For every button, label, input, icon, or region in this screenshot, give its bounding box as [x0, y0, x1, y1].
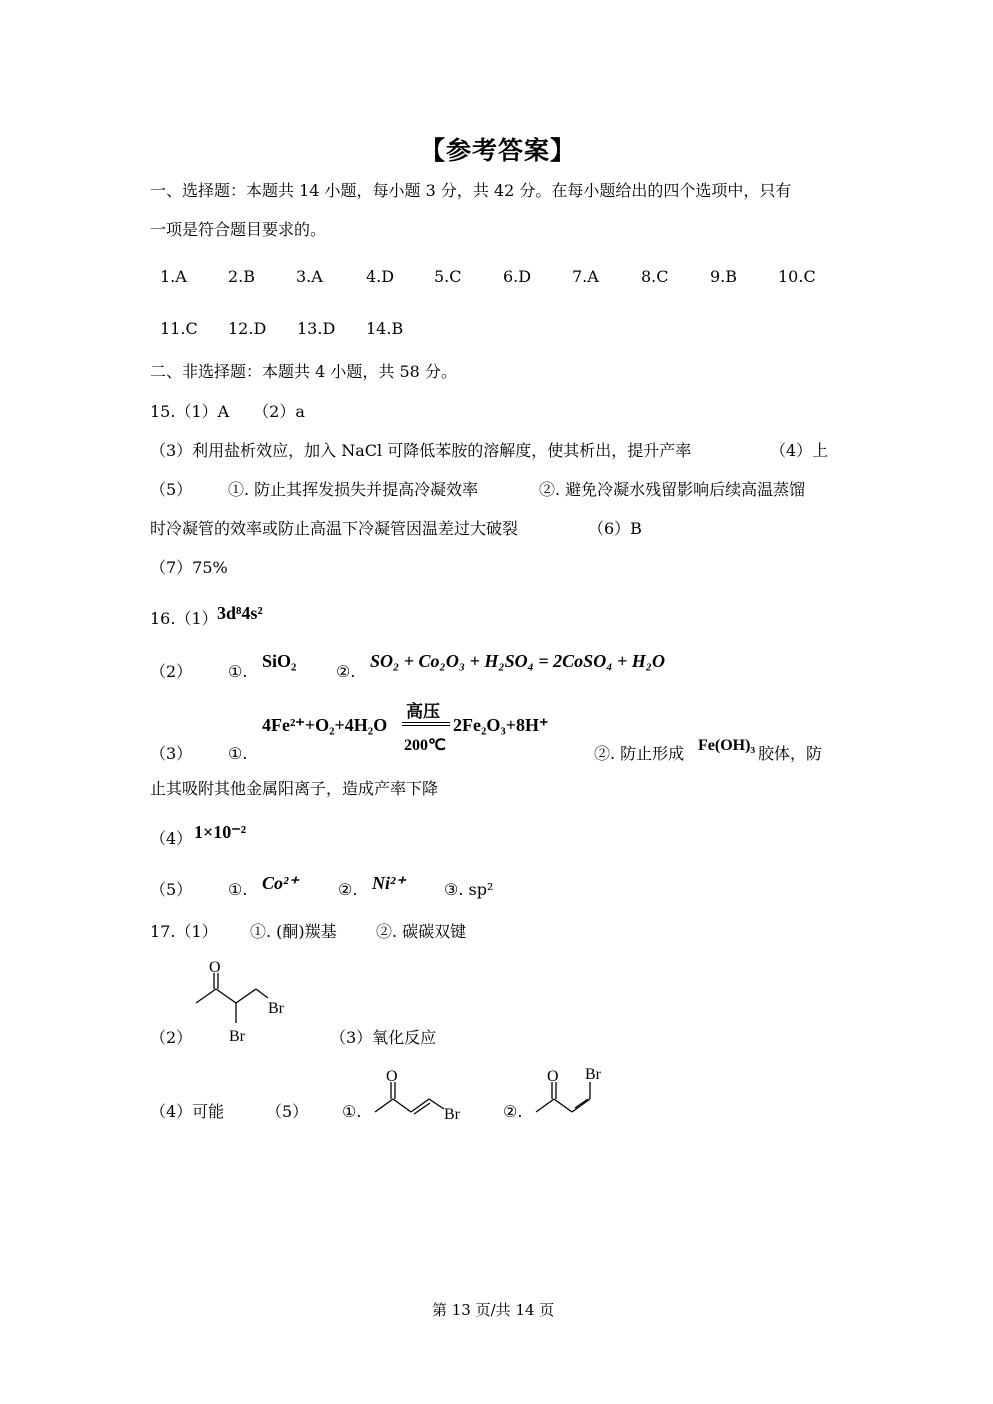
q17-structure-2: [190, 955, 300, 1050]
atom-o: O: [547, 1068, 559, 1085]
answer-item: 10.C: [778, 267, 816, 286]
q16-line3-right-a: ②. 防止形成: [594, 744, 685, 763]
atom-br: Br: [268, 1000, 284, 1017]
q17-ans1a: ①. (酮)羰基: [250, 922, 337, 941]
answer-item: 9.B: [710, 267, 738, 286]
q15-line3-label: （5）: [150, 480, 193, 499]
atom-o: O: [386, 1068, 398, 1085]
atom-o: O: [209, 959, 221, 976]
q17-label2: （2）: [150, 1028, 193, 1047]
q16-mark1: ①.: [228, 662, 248, 681]
q15-line5: （7）75%: [150, 558, 228, 577]
q15-line4: 时冷凝管的效率或防止高温下冷凝管因温差过大破裂: [150, 519, 519, 538]
q16-line3b: 止其吸附其他金属阳离子，造成产率下降: [150, 779, 439, 798]
q16-ni-ion: Ni²⁺: [372, 873, 405, 893]
answer-item: 2.B: [228, 267, 256, 286]
q15-line2: （3）利用盐析效应，加入 NaCl 可降低苯胺的溶解度，使其析出，提升产率: [150, 441, 692, 460]
answer-item: 14.B: [366, 319, 404, 338]
answer-item: 8.C: [641, 267, 669, 286]
atom-br: Br: [444, 1106, 460, 1122]
q17-label1: 17.（1）: [150, 922, 218, 941]
q17-mark5b: ②.: [503, 1102, 523, 1121]
q17-structure-trans: [372, 1062, 477, 1122]
q16-ans4: 1×10⁻²: [194, 822, 247, 842]
answer-item: 5.C: [434, 267, 462, 286]
q16-mark5a: ①.: [228, 880, 248, 899]
q16-mark5b: ②.: [338, 880, 358, 899]
answer-item: 3.A: [296, 267, 323, 286]
q16-co-ion: Co²⁺: [262, 873, 298, 893]
q16-line3-right-b: 胶体，防: [758, 744, 823, 763]
section2-heading: 二、非选择题：本题共 4 小题，共 58 分。: [150, 362, 457, 381]
q16-equation2: SO₂ + Co₂O₃ + H₂SO₄ = 2CoSO₄ + H₂O: [370, 651, 665, 671]
q17-structure-cis: [533, 1062, 613, 1122]
q16-eq3-left: 4Fe²⁺+O₂+4H₂O: [262, 715, 388, 735]
q16-electron-config: 3d⁸4s²: [217, 603, 263, 623]
answer-item: 12.D: [228, 319, 267, 338]
q16-sio2: SiO₂: [262, 651, 297, 671]
answer-item: 11.C: [160, 319, 198, 338]
page-number: 第 13 页/共 14 页: [432, 1301, 555, 1319]
q16-mark3: ①.: [228, 744, 248, 763]
section1-intro-line1: 一、选择题：本题共 14 小题，每小题 3 分，共 42 分。在每小题给出的四个选项中，只有: [150, 181, 792, 200]
page-title: 【参考答案】: [420, 136, 577, 165]
q15-line3-ans2: ②. 避免冷凝水残留影响后续高温蒸馏: [539, 480, 806, 499]
section1-intro-line2: 一项是符合题目要求的。: [150, 220, 327, 239]
q17-label5: （5）: [266, 1102, 309, 1121]
q16-mark5c: ③. sp²: [444, 880, 494, 899]
q15-line1: 15.（1）A （2）a: [150, 402, 305, 421]
q16-feoh3: Fe(OH)₃: [698, 737, 756, 754]
answer-item: 7.A: [572, 267, 599, 286]
q16-label3: （3）: [150, 744, 193, 763]
q16-mark2: ②.: [336, 662, 356, 681]
q17-mark5a: ①.: [342, 1102, 362, 1121]
q16-eq3-double-line: [402, 722, 450, 726]
q17-label3: （3）氧化反应: [330, 1028, 437, 1047]
atom-br: Br: [229, 1028, 245, 1045]
q16-label1: 16.（1）: [150, 609, 218, 628]
q17-ans1b: ②. 碳碳双键: [376, 922, 467, 941]
q16-label4: （4）: [150, 829, 193, 848]
q16-eq3-condition-bottom: 200℃: [404, 737, 446, 754]
q15-line2-right: （4）上: [770, 441, 829, 460]
answer-item: 6.D: [503, 267, 532, 286]
q16-eq3-condition-top: 高压: [406, 702, 440, 722]
q16-eq3-right: 2Fe₂O₃+8H⁺: [453, 715, 549, 735]
q16-label5: （5）: [150, 880, 193, 899]
answer-item: 4.D: [366, 267, 395, 286]
q17-label4: （4）可能: [150, 1102, 225, 1121]
answer-item: 13.D: [297, 319, 336, 338]
q15-line4-right: （6）B: [588, 519, 642, 538]
answer-item: 1.A: [160, 267, 187, 286]
q15-line3-ans1: ①. 防止其挥发损失并提高冷凝效率: [228, 480, 479, 499]
atom-br: Br: [585, 1066, 601, 1083]
q16-label2: （2）: [150, 662, 193, 681]
